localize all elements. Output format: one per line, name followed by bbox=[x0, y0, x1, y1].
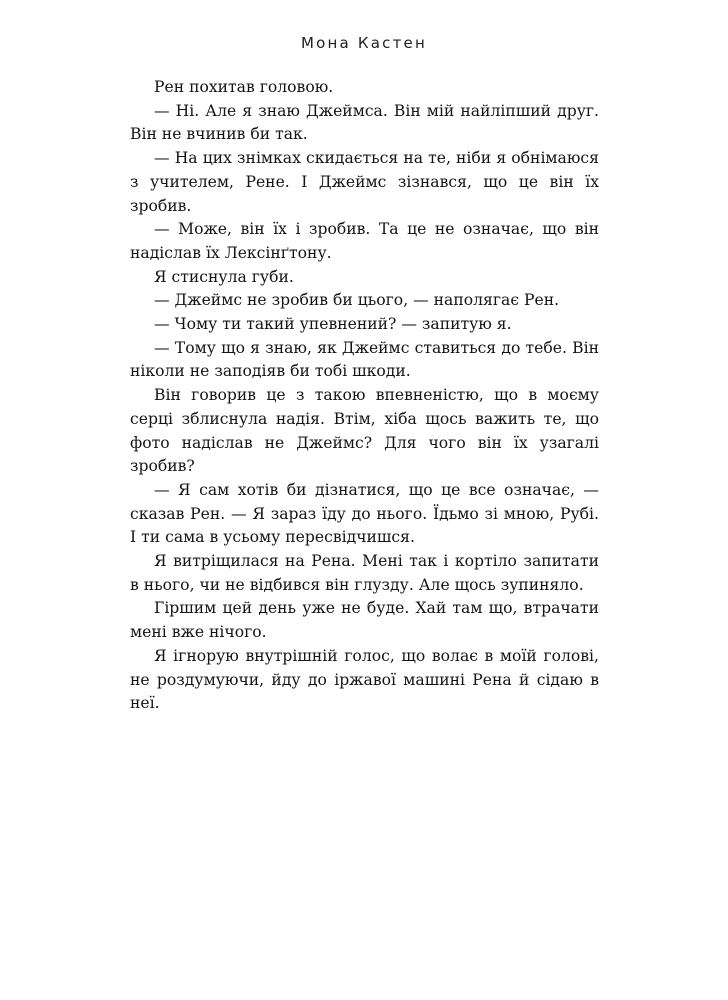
paragraph: — На цих знімках скидається на те, ніби я обнімаюся з учителем, Рене. І Джеймс зізнався, що це він їх зробив. bbox=[130, 149, 599, 215]
paragraph: — Чому ти такий упевнений? — запитую я. bbox=[154, 315, 512, 334]
page-text-body bbox=[130, 76, 599, 716]
paragraph: Я витріщилася на Рена. Мені так і кортіло запитати в нього, чи не відбився він глузду. Але щось зупиняло. bbox=[130, 552, 599, 594]
paragraph: Рен похитав головою. bbox=[154, 78, 334, 96]
paragraph: Я стиснула губи. bbox=[154, 267, 294, 286]
paragraph: — Джеймс не зробив би цього, — наполягає Рен. bbox=[154, 291, 560, 310]
paragraph: — Ні. Але я знаю Джеймса. Він мій найліпший друг. Він не вчинив би так. bbox=[130, 101, 599, 144]
paragraph: — Я сам хотів би дізнатися, що це все означає, — сказав Рен. — Я зараз їду до нього. Їдьмо зі мною, Рубі. І ти сама в усьому пересвідчишся. bbox=[130, 480, 599, 547]
paragraph: Він говорив це з такою впевненістю, що в моєму серці зблиснула надія. Втім, хіба щось важить те, що фото надіслав не Джеймс? Для чого він їх узагалі зробив? bbox=[130, 386, 599, 476]
paragraph: — Може, він їх і зробив. Та це не означає, що він надіслав їх Лексінґтону. bbox=[130, 220, 599, 262]
paragraph: Гіршим цей день уже не буде. Хай там що, втрачати мені вже нічого. bbox=[130, 599, 599, 642]
paragraph: Я ігнорую внутрішній голос, що волає в моїй голові, не роздумуючи, йду до іржавої машині Рена й сідаю в неї. bbox=[130, 646, 599, 713]
running-header-author: Мона Кастен bbox=[301, 34, 427, 52]
paragraph: — Тому що я знаю, як Джеймс ставиться до тебе. Він ніколи не заподіяв би тобі шкоди. bbox=[130, 338, 599, 381]
